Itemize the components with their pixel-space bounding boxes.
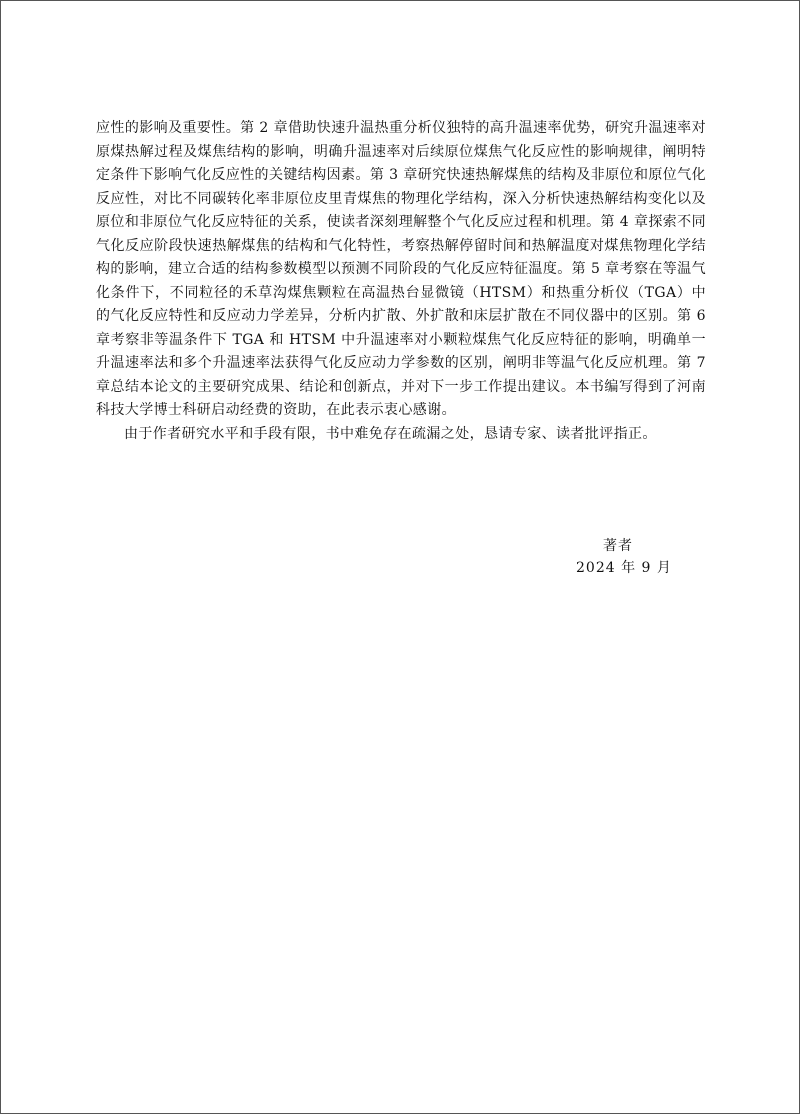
- body-text: [96, 117, 706, 446]
- paragraph-2: 由于作者研究水平和手段有限，书中难免存在疏漏之处，恳请专家、读者批评指正。: [124, 425, 657, 442]
- signature-date: 2024 年 9 月: [576, 560, 672, 576]
- signature-author: 著者: [603, 538, 633, 554]
- paragraph-1: 应性的影响及重要性。第 2 章借助快速升温热重分析仪独特的高升温速率优势，研究升温速率对原煤热解过程及煤焦结构的影响，明确升温速率对后续原位煤焦气化反应性的影响规律，阐明特定条件下影响气化反应性的关键结构因素。第 3 章研究快速热解煤焦的结构及非原位和原位气化反应性，对比不同碳转化率非原位皮里青煤焦的物理化学结构，深入分析快速热解结构变化以及原位和非原位气化反应特征的关系，使读者深刻理解整个气化反应过程和机理。第 4 章探索不同气化反应阶段快速热解煤焦的结构和气化特性，考察热解停留时间和热解温度对煤焦物理化学结构的影响，建立合适的结构参数模型以预测不同阶段的气化反应特征温度。第 5 章考察在等温气化条件下，不同粒径的禾草沟煤焦颗粒在高温热台显微镜（HTSM）和热重分析仪（TGA）中的气化反应特性和反应动力学差异，分析内扩散、外扩散和床层扩散在不同仪器中的区别。第 6 章考察非等温条件下 TGA 和 HTSM 中升温速率对小颗粒煤焦气化反应特征的影响，明确单一升温速率法和多个升温速率法获得气化反应动力学参数的区别，阐明非等温气化反应机理。第 7 章总结本论文的主要研究成果、结论和创新点，并对下一步工作提出建议。本书编写得到了河南科技大学博士科研启动经费的资助，在此表示衷心感谢。: [96, 120, 706, 418]
